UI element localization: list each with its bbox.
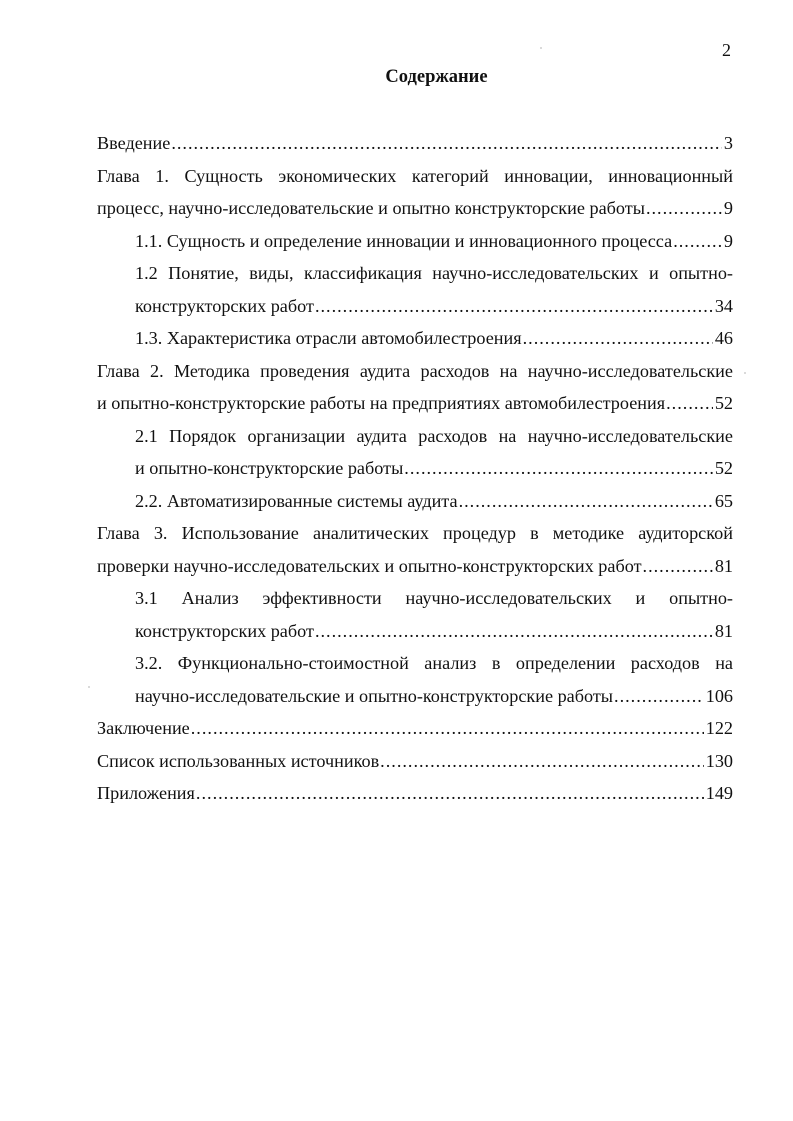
toc-entry-last-line — [97, 127, 733, 160]
toc-entry-last-line — [97, 745, 733, 778]
toc-entry-text-line: 3.1 Анализ эффективности научно-исследовательских и опытно- — [135, 588, 733, 608]
toc-entry-last-line — [135, 225, 733, 258]
dot-leader — [315, 290, 713, 323]
toc-entry-last-line — [97, 387, 733, 420]
toc-entry-text: процесс, научно-исследовательские и опытно конструкторские работы — [97, 198, 645, 218]
toc-entry-last-line — [135, 680, 733, 713]
toc-entry-last-line — [97, 712, 733, 745]
toc-entry-text: Приложения — [97, 783, 195, 803]
toc-chapter-entry — [97, 127, 733, 160]
toc-page-number: 52 — [714, 393, 733, 413]
dot-leader — [404, 452, 713, 485]
toc-entry-text-line: Глава 2. Методика проведения аудита расходов на научно-исследовательские — [97, 360, 733, 381]
toc-subsection-entry — [135, 647, 733, 712]
toc-page-number: 149 — [705, 783, 733, 803]
toc-entry-text-line: 1.2 Понятие, виды, классификация научно-исследовательских и опытно- — [135, 263, 733, 283]
toc-entry-text: Список использованных источников — [97, 750, 380, 771]
scan-speck — [540, 47, 542, 49]
toc-page-number: 106 — [705, 685, 733, 706]
toc-page-number: 81 — [714, 620, 733, 641]
table-of-contents — [97, 127, 733, 810]
dot-leader — [196, 777, 704, 810]
toc-entry-text: Заключение — [97, 718, 190, 738]
dot-leader — [171, 127, 722, 160]
toc-page-number: 81 — [714, 555, 733, 576]
toc-page-number: 9 — [723, 230, 733, 251]
dot-leader — [614, 680, 704, 713]
toc-entry-text-line: 3.2. Функционально-стоимостной анализ в определении расходов на — [135, 653, 733, 673]
toc-entry-last-line — [97, 777, 733, 810]
toc-page-number: 130 — [705, 750, 733, 771]
toc-page-number: 65 — [714, 490, 733, 511]
toc-subsection-entry — [135, 420, 733, 485]
toc-page-number: 34 — [714, 295, 733, 316]
toc-entry-last-line — [97, 550, 733, 583]
toc-entry-text: и опытно-конструкторские работы — [135, 458, 404, 478]
dot-leader — [191, 712, 704, 745]
toc-entry-text: 2.2. Автоматизированные системы аудита — [135, 490, 458, 511]
dot-leader — [459, 485, 713, 518]
toc-entry-last-line — [135, 615, 733, 648]
dot-leader — [646, 192, 722, 225]
toc-entry-text-line: Глава 1. Сущность экономических категорий инновации, инновационный — [97, 165, 733, 186]
toc-chapter-entry — [97, 745, 733, 778]
toc-chapter-entry — [97, 777, 733, 810]
dot-leader — [666, 387, 713, 420]
toc-entry-last-line — [135, 485, 733, 518]
toc-entry-last-line — [135, 290, 733, 323]
toc-entry-text-line: 2.1 Порядок организации аудита расходов на научно-исследовательские — [135, 425, 733, 446]
page-number: 2 — [722, 40, 731, 60]
toc-entry-text: научно-исследовательские и опытно-конструкторские работы — [135, 685, 614, 706]
toc-entry-text: 1.3. Характеристика отрасли автомобилестроения — [135, 328, 522, 348]
toc-entry-last-line — [97, 192, 733, 225]
toc-page-number: 52 — [714, 458, 733, 478]
toc-page-number: 122 — [705, 718, 733, 738]
toc-chapter-entry — [97, 355, 733, 420]
toc-page-number: 46 — [714, 328, 733, 348]
toc-entry-text: и опытно-конструкторские работы на предприятиях автомобилестроения — [97, 393, 666, 413]
toc-page-number: 9 — [723, 198, 733, 218]
dot-leader — [315, 615, 713, 648]
dot-leader — [523, 322, 713, 355]
toc-entry-text: конструкторских работ — [135, 620, 314, 641]
toc-chapter-entry — [97, 160, 733, 225]
toc-entry-text-line: Глава 3. Использование аналитических процедур в методике аудиторской — [97, 523, 733, 543]
toc-entry-last-line — [135, 452, 733, 485]
toc-entry-text: 1.1. Сущность и определение инновации и инновационного процесса — [135, 230, 673, 251]
toc-subsection-entry — [135, 582, 733, 647]
toc-entry-text: конструкторских работ — [135, 295, 314, 316]
scan-speck — [88, 686, 90, 688]
toc-subsection-entry — [135, 257, 733, 322]
toc-entry-text: проверки научно-исследовательских и опытно-конструкторских работ — [97, 555, 642, 576]
toc-chapter-entry — [97, 712, 733, 745]
toc-subsection-entry — [135, 322, 733, 355]
toc-subsection-entry — [135, 485, 733, 518]
dot-leader — [643, 550, 713, 583]
toc-subsection-entry — [135, 225, 733, 258]
toc-entry-text: Введение — [97, 133, 171, 153]
toc-page-number: 3 — [723, 133, 733, 153]
toc-title: Содержание — [385, 67, 488, 87]
scan-speck — [744, 372, 746, 374]
dot-leader — [673, 225, 722, 258]
toc-chapter-entry — [97, 517, 733, 582]
toc-entry-last-line — [135, 322, 733, 355]
dot-leader — [380, 745, 704, 778]
